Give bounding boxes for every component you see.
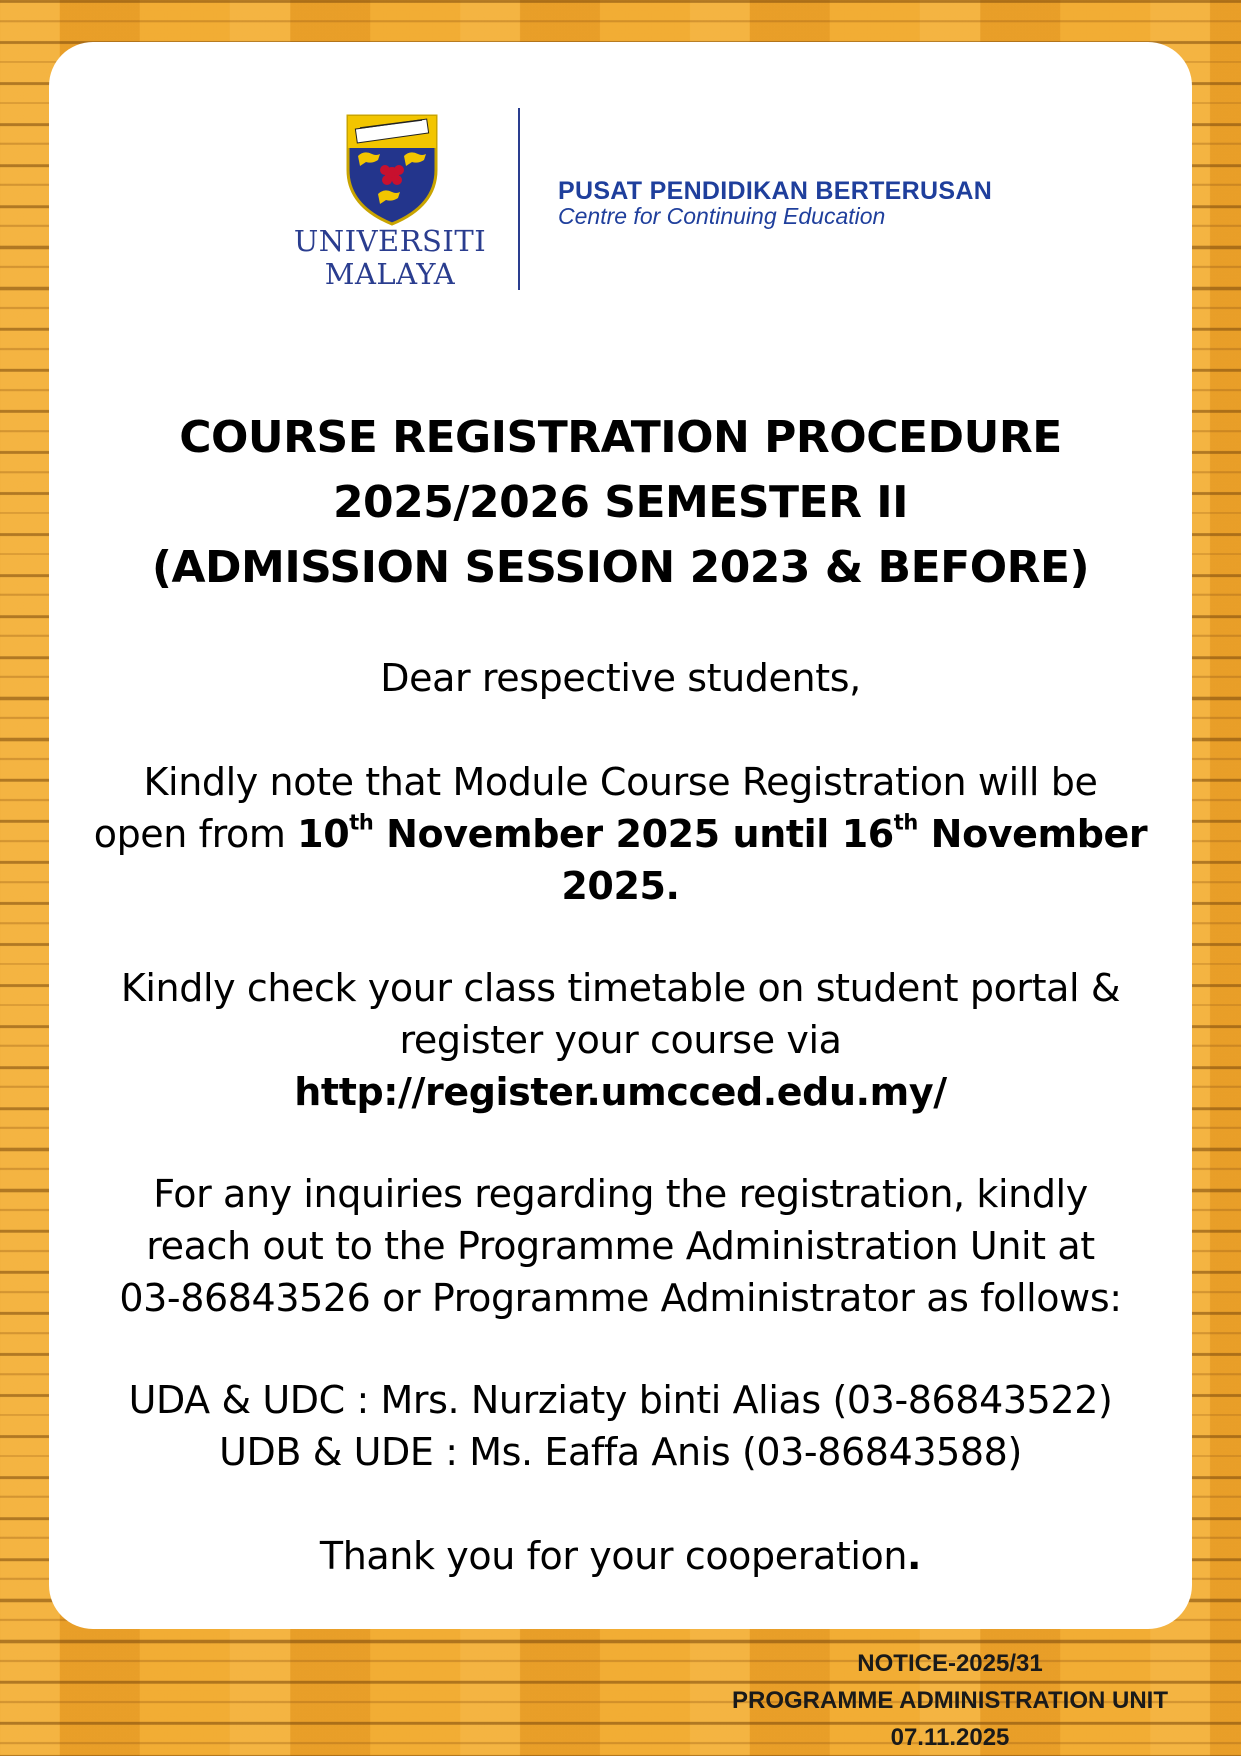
issuing-unit: PROGRAMME ADMINISTRATION UNIT (732, 1687, 1168, 1714)
university-name (290, 225, 490, 291)
end-day-suffix: th (893, 810, 918, 835)
contacts-list (49, 1374, 1192, 1478)
greeting-text: Dear respective students, (380, 656, 861, 700)
university-name-line2: MALAYA (324, 257, 456, 291)
registration-end-year: 2025. (561, 864, 680, 908)
contact-uda-udc: UDA & UDC : Mrs. Nurziaty binti Alias (03-86843522) (128, 1378, 1113, 1422)
notice-footer (690, 1645, 1210, 1756)
closing-text (49, 1530, 1192, 1582)
greeting (49, 652, 1192, 704)
notice-number: NOTICE-2025/31 (857, 1650, 1043, 1677)
university-name-line1: UNIVERSITI (293, 224, 487, 258)
registration-line-1: Kindly note that Module Course Registration will be (143, 760, 1098, 804)
start-day-suffix: th (349, 810, 374, 835)
closing-period: . (907, 1534, 922, 1578)
university-crest-icon (342, 108, 442, 228)
timetable-line-1: Kindly check your class timetable on student portal & (120, 966, 1121, 1010)
registration-paragraph (49, 756, 1192, 912)
title-line-3: (ADMISSION SESSION 2023 & BEFORE) (151, 542, 1090, 593)
registration-dates (297, 812, 1147, 856)
timetable-line-2: register your course via (399, 1018, 842, 1062)
title-line-2: 2025/2026 SEMESTER II (332, 477, 909, 528)
registration-line-2 (49, 808, 1192, 860)
inquiry-line-1: For any inquiries regarding the registration, kindly (153, 1172, 1088, 1216)
closing (49, 1530, 1192, 1582)
end-date-rest: November (917, 812, 1148, 856)
registration-url-link[interactable]: http://register.umcced.edu.my/ (294, 1070, 947, 1114)
closing-message: Thank you for your cooperation (319, 1534, 908, 1578)
inquiry-line-2: reach out to the Programme Administration Unit at (146, 1224, 1095, 1268)
timetable-paragraph (49, 962, 1192, 1118)
start-date-rest: November 2025 until 16 (373, 812, 894, 856)
start-day: 10 (297, 812, 350, 856)
contact-udb-ude: UDB & UDE : Ms. Eaffa Anis (03-86843588) (219, 1430, 1022, 1474)
header-divider (518, 108, 520, 290)
inquiry-paragraph (49, 1168, 1192, 1324)
centre-name-malay: PUSAT PENDIDIKAN BERTERUSAN (558, 177, 993, 205)
title-line-1: COURSE REGISTRATION PROCEDURE (179, 412, 1062, 463)
notice-date: 07.11.2025 (890, 1724, 1010, 1751)
centre-name-english: Centre for Continuing Education (558, 203, 886, 229)
university-logo (290, 105, 490, 295)
open-from-text: open from (93, 812, 298, 856)
notice-title (49, 405, 1192, 600)
inquiry-line-3: 03-86843526 or Programme Administrator as follows: (119, 1276, 1122, 1320)
